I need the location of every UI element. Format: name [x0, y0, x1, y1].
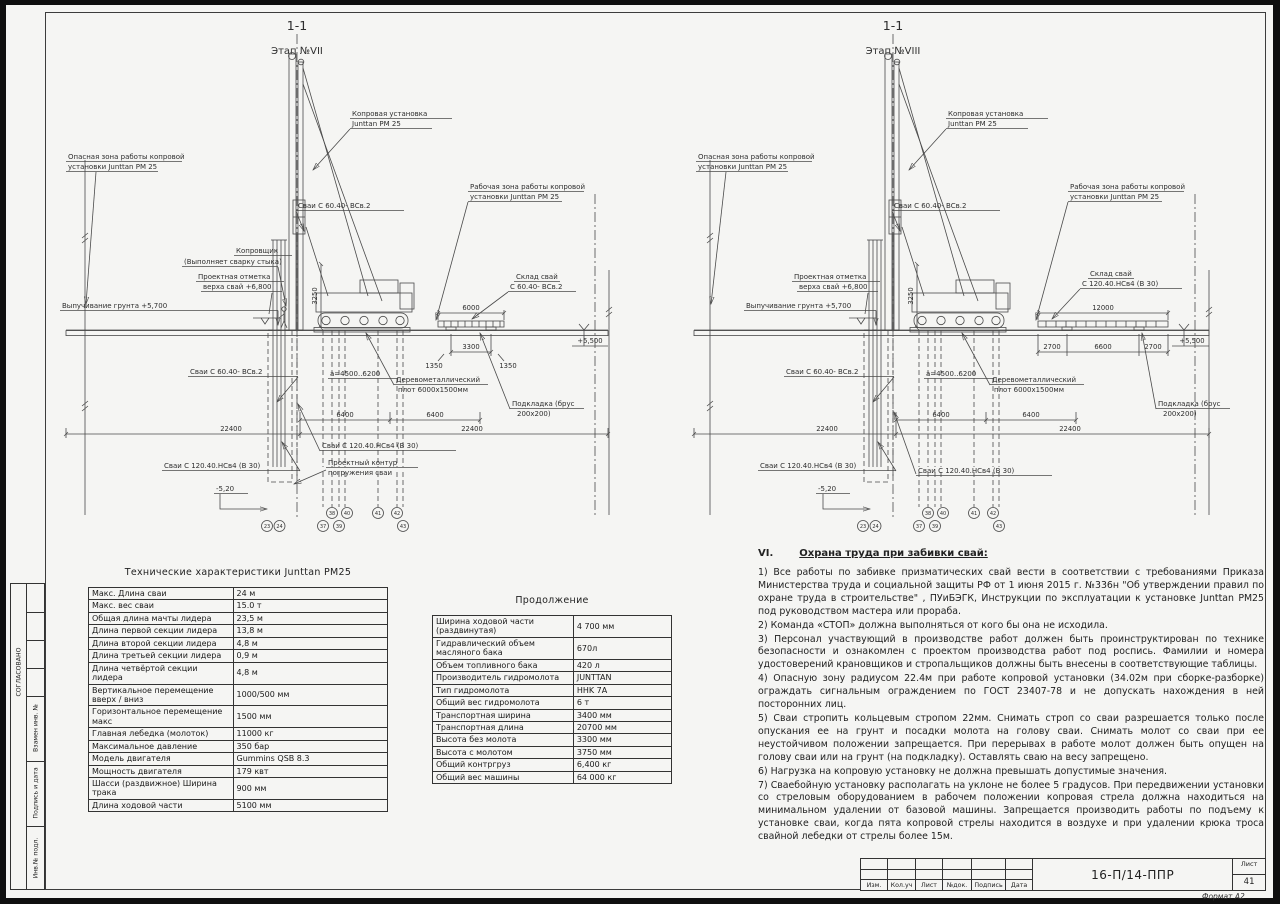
spec-cell: Длина четвёртой секции лидера — [89, 662, 234, 684]
spec-row — [89, 612, 388, 624]
dim-2700b: 2700 — [1144, 343, 1162, 351]
piling-rig — [885, 53, 1011, 333]
label-work-zone — [1036, 183, 1185, 320]
axis-bubble: 41 — [374, 511, 382, 517]
spec-row — [433, 637, 672, 659]
spec-table-cont-block — [432, 595, 672, 784]
raft-text: Деревометаллический — [396, 376, 481, 384]
spec-cell: Горизонтальное перемещение макс — [89, 706, 234, 728]
axis-bubble: 23 — [859, 524, 867, 530]
contour-text2: погружения сваи — [328, 469, 393, 477]
spec-table-cont-title: Продолжение — [515, 595, 589, 606]
spec-row — [89, 684, 388, 706]
axis-bubbles — [858, 508, 1005, 532]
axis-bubble: 41 — [970, 511, 978, 517]
spec-cell: Макс. Длина сваи — [89, 588, 234, 600]
spec-cell: 3400 мм — [573, 709, 671, 721]
section-mark: 1-1 — [882, 18, 904, 33]
level-mark-minus520 — [214, 485, 267, 509]
spec-row — [433, 734, 672, 746]
col-data — [1006, 859, 1032, 890]
design-mark-text2: верха свай +6,800 — [799, 283, 868, 291]
drawing-sheet — [6, 5, 1273, 901]
safety-section — [758, 548, 1264, 844]
spec-table — [88, 587, 388, 812]
label-heave — [60, 302, 278, 325]
col-label: Изм. — [866, 882, 882, 889]
dim-6400b: 6400 — [426, 411, 444, 419]
level-mark-5500 — [1172, 324, 1209, 346]
spec-cell: Тип гидромолота — [433, 684, 574, 696]
spec-cell: Шасси (раздвижное) Ширина трака — [89, 778, 234, 800]
col-label: Кол.уч — [890, 882, 913, 889]
pad-left — [446, 327, 456, 330]
dim-12000: 12000 — [1092, 304, 1114, 312]
spec-cell: Gummins QSB 8.3 — [233, 753, 387, 765]
spec-cell: 23,5 м — [233, 612, 387, 624]
spec-cell: 11000 кг — [233, 728, 387, 740]
col-label: №док. — [946, 882, 968, 889]
spec-cell: 6,400 кг — [573, 759, 671, 771]
axis-bubble: 38 — [924, 511, 932, 517]
label-spacing — [924, 370, 994, 379]
dims-6400 — [300, 411, 480, 424]
level-5500: +5,500 — [577, 337, 603, 345]
stamp-agreed-label: СОГЛАСОВАНО — [15, 647, 22, 697]
document-number: 16-П/14-ППР — [1033, 859, 1233, 890]
axis-bubble: 24 — [276, 524, 283, 530]
spec-cell: Транспортная ширина — [433, 709, 574, 721]
format-note: Формат А2 — [1202, 892, 1245, 901]
axis-bubble: 43 — [399, 524, 407, 530]
spec-row — [433, 771, 672, 783]
label-work-zone — [436, 183, 585, 320]
spec-cell: Общий вес гидромолота — [433, 697, 574, 709]
mast — [885, 54, 892, 330]
spec-cell: Максимальное давление — [89, 740, 234, 752]
label-pile-center — [894, 412, 1052, 476]
label-danger-zone — [66, 153, 185, 304]
stamp-podpis-label: Подпись и дата — [32, 767, 39, 819]
storage-text: Склад свай — [516, 273, 558, 281]
stamp-agreed-column — [11, 584, 27, 889]
stamp-inv-label: Инв.№ подл. — [32, 837, 39, 879]
col-label: Подпись — [974, 882, 1003, 889]
mast — [289, 54, 296, 330]
label-design-mark — [792, 273, 880, 324]
label-rig — [313, 110, 452, 170]
pad-text2: 200х200) — [1163, 410, 1197, 418]
pile-b-label: Сваи С 60.40- ВСв.2 — [190, 368, 263, 376]
spec-cell: 3750 мм — [573, 746, 671, 758]
dim-6400a: 6400 — [932, 411, 950, 419]
label-pile-top — [296, 202, 404, 231]
dim-1350-right: 1350 — [499, 362, 517, 370]
safety-item: 3) Персонал участвующий в производстве работ должен быть проинструктирован по технике безопасности и ознакомлен с проектом производства работ под роспись. Фамилии и номера удостоверений крановщиков и стропальщиков должны быть внесены в соответствующие таблицы. — [758, 633, 1264, 671]
safety-section-number: VI. — [758, 548, 774, 559]
section-mark: 1-1 — [286, 18, 308, 33]
pad-text: Подкладка (брус — [1158, 400, 1221, 408]
spec-row — [89, 650, 388, 662]
pad-text: Подкладка (брус — [512, 400, 575, 408]
axis-bubble: 40 — [343, 511, 351, 517]
safety-item: 4) Опасную зону радиусом 22.4м при работе копровой установки (34.02м при сборке-разборке) ограждать сигнальным ограждением по ГОСТ 23407-78 и не допускать нахождения в ней посторонних лиц. — [758, 673, 1264, 711]
rig-label: Копровая установка — [352, 110, 428, 118]
label-pile-left — [188, 368, 298, 402]
dim-22400b: 22400 — [461, 425, 483, 433]
spec-cell: Длина второй секции лидера — [89, 637, 234, 649]
spec-cell: JUNTTAN — [573, 672, 671, 684]
pile-c-label: Сваи С 120.40.НСв4 (В 30) — [322, 442, 419, 450]
safety-item: 7) Сваебойную установку располагать на уклоне не более 5 градусов. При передвижении установки со стреловым оборудованием в рабочем положении копровая стрела должна находиться на минимальном удалении от базовой машины. Запрещается производить работы по подъему к установке сваи, когда пята копровой стрелы находится в воздухе и при удалении крюка троса свайной лебедки от стрелы более 15м. — [758, 779, 1264, 843]
col-label: Лист — [921, 882, 937, 889]
pile-a-label: Сваи С 60.40- ВСв.2 — [894, 202, 967, 210]
spec-cell: Производитель гидромолота — [433, 672, 574, 684]
label-pile-left2 — [758, 442, 896, 471]
axis-bubble: 38 — [328, 511, 336, 517]
spec-cell: 5100 мм — [233, 799, 387, 811]
safety-item: 6) Нагрузка на копровую установку не должна превышать допустимые значения. — [758, 765, 1167, 777]
dims-6400 — [896, 411, 1076, 424]
spec-row — [89, 778, 388, 800]
spec-cell: 20700 мм — [573, 721, 671, 733]
label-storage — [472, 273, 576, 319]
label-pile-left — [784, 368, 894, 402]
piling-rig — [289, 53, 415, 333]
spec-cell: 420 л — [573, 659, 671, 671]
spec-cell: 3300 мм — [573, 734, 671, 746]
spec-cell: 4 700 мм — [573, 616, 671, 638]
dim-2700a: 2700 — [1043, 343, 1061, 351]
contour-text: Проектный контур — [328, 459, 398, 467]
spec-row — [433, 746, 672, 758]
dim-6400a: 6400 — [336, 411, 354, 419]
dim-3250: 3250 — [907, 287, 915, 305]
ground-line — [694, 330, 1209, 336]
revision-columns — [861, 859, 1033, 890]
spec-row — [433, 721, 672, 733]
axis-bubble: 43 — [995, 524, 1003, 530]
label-contour — [294, 459, 418, 484]
storage-text2: С 60.40- ВСв.2 — [510, 283, 563, 291]
piles-below-ground — [919, 330, 999, 507]
spec-cell: Гидравлический объем масляного бака — [433, 637, 574, 659]
operator-text: Копровщик — [236, 247, 279, 255]
spacing-text: а=4500..6200 — [330, 370, 381, 378]
spacing-text: а=4500..6200 — [926, 370, 977, 378]
spec-cell: Ширина ходовой части (раздвинутая) — [433, 616, 574, 638]
dims-22400 — [694, 424, 1209, 438]
design-contour — [268, 330, 292, 482]
spec-cell: Общий вес машины — [433, 771, 574, 783]
piles-below-ground — [323, 330, 403, 507]
spec-cell: HHK 7A — [573, 684, 671, 696]
safety-item: 5) Сваи стропить кольцевым стропом 22мм. Снимать строп со сваи разрешается только после опускания ее на грунт и посадки молота на голову сваи. Снимать молот со сваи при ее неустойчивом положении запрещается. При перерывах в работе молот должен быть опущен на голову сваи или на грунт (на подкладку). Оставлять сваю на весу запрещено. — [758, 712, 1264, 763]
label-pad — [480, 333, 584, 418]
level-minus-text: -5,20 — [818, 485, 837, 493]
spec-cell: Высота без молота — [433, 734, 574, 746]
label-pile-top — [892, 202, 1000, 231]
stage-title: Этап №VIII — [865, 46, 921, 57]
spec-cell: Длина ходовой части — [89, 799, 234, 811]
spec-cell: 0,9 м — [233, 650, 387, 662]
spec-cell: 4,8 м — [233, 662, 387, 684]
spec-row — [433, 672, 672, 684]
pile-d-label: Сваи С 120.40.НСв4 (В 30) — [164, 462, 261, 470]
col-label: Дата — [1010, 882, 1028, 889]
mast-dim — [311, 264, 321, 328]
label-pile-left2 — [162, 442, 300, 471]
title-block — [860, 858, 1266, 891]
spec-table-block — [88, 567, 388, 812]
pile-storage — [425, 304, 516, 370]
work-zone-text: Рабочая зона работы копровой — [1070, 183, 1186, 191]
label-rig — [909, 110, 1048, 170]
work-zone-text2: установки Junttan PM 25 — [1070, 193, 1160, 201]
storage-text: Склад свай — [1090, 270, 1132, 278]
spec-cell: 6 т — [573, 697, 671, 709]
col-izm — [861, 859, 888, 890]
axis-bubble: 24 — [872, 524, 879, 530]
dim-22400a: 22400 — [816, 425, 838, 433]
design-mark-text2: верха свай +6,800 — [203, 283, 272, 291]
axis-bubble: 42 — [989, 511, 997, 517]
axis-bubbles — [262, 508, 409, 532]
pile-c-label: Сваи С 120.40.НСв4 (В 30) — [918, 467, 1015, 475]
danger-zone-text2: установки Junttan PM 25 — [68, 163, 158, 171]
dim-22400b: 22400 — [1059, 425, 1081, 433]
spec-cell: Длина первой секции лидера — [89, 625, 234, 637]
design-mark-text: Проектная отметка — [794, 273, 867, 281]
col-koluch — [888, 859, 916, 890]
axis-bubble: 40 — [939, 511, 947, 517]
raft-text: Деревометаллический — [992, 376, 1077, 384]
spec-cell: 1000/500 мм — [233, 684, 387, 706]
boom — [303, 68, 368, 296]
safety-item: 1) Все работы по забивке призматических свай вести в соответствии с требованиями Приказа Министерства труда и социальной защиты РФ от 1 июня 2015 г. №336н "Об утверждении правил по охране труда в строительстве" , ПУиБЭГК, Инструкции по эксплуатации к установке Junttan PM25 под руководством мастера или прораба. — [758, 567, 1264, 617]
spec-row — [433, 659, 672, 671]
level-mark-5500 — [572, 324, 608, 346]
pile-a-label: Сваи С 60.40- ВСв.2 — [298, 202, 371, 210]
label-heave — [744, 302, 876, 325]
spec-row — [433, 709, 672, 721]
spec-cell: 1500 мм — [233, 706, 387, 728]
dim-6000: 6000 — [462, 304, 480, 312]
spec-cell: 4,8 м — [233, 637, 387, 649]
boom — [899, 68, 964, 296]
spec-cell: Объем топливного бака — [433, 659, 574, 671]
design-contour — [864, 330, 888, 482]
sheet-cell — [1233, 859, 1265, 890]
spec-row — [89, 753, 388, 765]
spec-row — [433, 684, 672, 696]
work-zone-text2: установки Junttan PM 25 — [470, 193, 560, 201]
danger-zone-text: Опасная зона работы копровой — [698, 153, 815, 161]
level-mark-minus520 — [816, 485, 870, 509]
spec-cell: Макс. вес сваи — [89, 600, 234, 612]
label-storage — [1052, 270, 1182, 319]
spec-cell: 900 мм — [233, 778, 387, 800]
axis-bubble: 39 — [335, 524, 343, 530]
spec-cell: 64 000 кг — [573, 771, 671, 783]
spec-table-cont — [432, 615, 672, 784]
level-5500: +5,500 — [1179, 337, 1205, 345]
heave-text: Выпучивание грунта +5,700 — [62, 302, 168, 310]
safety-items — [758, 567, 1264, 844]
pad-text2: 200х200) — [517, 410, 551, 418]
stamp-vzamen-label: Взамен инв. № — [32, 704, 39, 752]
crawler-track — [914, 313, 1004, 328]
mast-dim — [907, 264, 917, 328]
spec-table-title: Технические характеристики Junttan PM25 — [124, 567, 352, 578]
axis-bubble: 42 — [393, 511, 401, 517]
rig-label: Копровая установка — [948, 110, 1024, 118]
dim-3300: 3300 — [462, 343, 480, 351]
danger-zone-text2: установки Junttan PM 25 — [698, 163, 788, 171]
dims-22400 — [66, 424, 608, 438]
spec-cell: Главная лебедка (молоток) — [89, 728, 234, 740]
raft-text2: плот 6000х1500мм — [994, 386, 1064, 394]
work-zone-text: Рабочая зона работы копровой — [470, 183, 586, 191]
spec-row — [89, 600, 388, 612]
dim-6600: 6600 — [1094, 343, 1112, 351]
spec-cell: Высота с молотом — [433, 746, 574, 758]
ground-line — [66, 330, 608, 336]
spec-cell: Общий контргруз — [433, 759, 574, 771]
worker-figure — [279, 307, 287, 328]
safety-heading — [758, 548, 1264, 559]
spec-row — [89, 799, 388, 811]
side-stamp — [10, 583, 45, 890]
dim-1350-left: 1350 — [425, 362, 443, 370]
spec-cell: Мощность двигателя — [89, 765, 234, 777]
level-minus-text: -5,20 — [216, 485, 235, 493]
section-view-stage-7 — [60, 12, 680, 557]
spec-row — [433, 616, 672, 638]
safety-item: 2) Команда «СТОП» должна выполняться от кого бы она не исходила. — [758, 619, 1108, 631]
stamp-cells-column — [27, 584, 44, 889]
raft-text2: плот 6000х1500мм — [398, 386, 468, 394]
spec-row — [89, 662, 388, 684]
col-podpis — [972, 859, 1006, 890]
storage-text2: С 120.40.НСв4 (В 30) — [1082, 280, 1159, 288]
sheet-pile-wall — [864, 240, 888, 482]
axis-bubble: 37 — [915, 524, 923, 530]
spec-cell: 179 квт — [233, 765, 387, 777]
spec-cell: Общая длина мачты лидера — [89, 612, 234, 624]
spec-row — [89, 728, 388, 740]
design-mark-text: Проектная отметка — [198, 273, 271, 281]
spec-cell: 13,8 м — [233, 625, 387, 637]
label-design-mark — [196, 273, 284, 324]
col-ndok — [943, 859, 972, 890]
spec-cell: 15.0 т — [233, 600, 387, 612]
spec-row — [433, 759, 672, 771]
rig-label2: Junttan PM 25 — [352, 120, 401, 128]
operator-text2: (Выполняет сварку стыка) — [184, 258, 282, 266]
spec-cell: Транспортная длина — [433, 721, 574, 733]
spec-row — [89, 765, 388, 777]
pile-d-label: Сваи С 120.40.НСв4 (В 30) — [760, 462, 857, 470]
heave-text: Выпучивание грунта +5,700 — [746, 302, 852, 310]
spec-row — [433, 697, 672, 709]
crawler-track — [318, 313, 408, 328]
spec-row — [89, 588, 388, 600]
axis-bubble: 23 — [263, 524, 271, 530]
sheet-label: Лист — [1233, 859, 1265, 875]
col-list — [916, 859, 943, 890]
axis-bubble: 39 — [931, 524, 939, 530]
stage-title: Этап №VII — [271, 46, 323, 57]
danger-zone-text: Опасная зона работы копровой — [68, 153, 185, 161]
rig-deck — [912, 293, 1008, 312]
spec-row — [89, 637, 388, 649]
spec-cell: Вертикальное перемещение вверх / вниз — [89, 684, 234, 706]
spec-cell: 670л — [573, 637, 671, 659]
dim-22400a: 22400 — [220, 425, 242, 433]
rig-deck — [316, 293, 412, 312]
pad-right — [1134, 327, 1144, 330]
spec-row — [89, 706, 388, 728]
axis-bubble: 37 — [319, 524, 327, 530]
spec-cell: 350 бар — [233, 740, 387, 752]
spec-row — [89, 625, 388, 637]
dim-3250: 3250 — [311, 287, 319, 305]
pad-right — [486, 327, 496, 330]
spec-cell: 24 м — [233, 588, 387, 600]
label-spacing — [328, 370, 398, 379]
dim-6400b: 6400 — [1022, 411, 1040, 419]
pile-b-label: Сваи С 60.40- ВСв.2 — [786, 368, 859, 376]
safety-section-title: Охрана труда при забивки свай: — [799, 548, 988, 559]
spec-cell: Длина третьей секции лидера — [89, 650, 234, 662]
section-view-stage-8 — [690, 12, 1270, 557]
sheet-number: 41 — [1243, 876, 1255, 887]
spec-row — [89, 740, 388, 752]
label-raft — [962, 333, 1084, 394]
rig-label2: Junttan PM 25 — [948, 120, 997, 128]
pad-left — [1062, 327, 1072, 330]
spec-cell: Модель двигателя — [89, 753, 234, 765]
